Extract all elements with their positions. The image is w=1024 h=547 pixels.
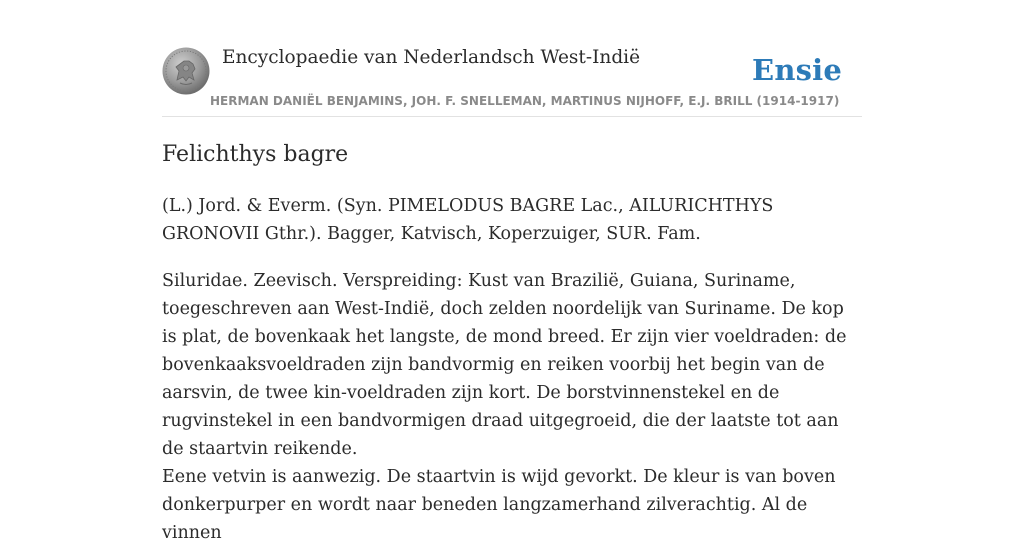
coin-lion-emblem-icon: [162, 47, 210, 95]
entry-paragraph: (L.) Jord. & Everm. (Syn. PIMELODUS BAGRE Lac., AILURICHTHYS GRONOVII Gthr.). Bagger, Katvisch, Koperzuiger, SUR. Fam.: [162, 196, 774, 244]
authors-line: HERMAN DANIËL BENJAMINS, JOH. F. SNELLEMAN, MARTINUS NIJHOFF, E.J. BRILL (1914-1917): [210, 94, 840, 108]
site-header: [162, 46, 862, 117]
page: [162, 0, 862, 543]
book-title[interactable]: Encyclopaedie van Nederlandsch West-Indië: [222, 47, 641, 68]
entry-title: Felichthys bagre: [162, 142, 349, 167]
brand-logo[interactable]: Ensie: [752, 53, 842, 87]
entry-paragraph: Eene vetvin is aanwezig. De staartvin is wijd gevorkt. De kleur is van boven donkerpurper en wordt naar beneden langzamerhand zilverachtig. Al de vinnen: [162, 467, 836, 543]
entry-paragraph: Siluridae. Zeevisch. Verspreiding: Kust van Brazilië, Guiana, Suriname, toegeschreven aan West-Indië, doch zelden noordelijk van Suriname. De kop is plat, de bovenkaak het langste, de mond breed. Er zijn vier voeldraden: de bovenkaaksvoeldraden zijn bandvormig en reiken voorbij het begin van de aarsvin, de twee kin-voeldraden zijn kort. De borstvinnenstekel en de rugvinstekel in een bandvormigen draad uitgegroeid, die der laatste tot aan de staartvin reikende.: [162, 271, 847, 459]
